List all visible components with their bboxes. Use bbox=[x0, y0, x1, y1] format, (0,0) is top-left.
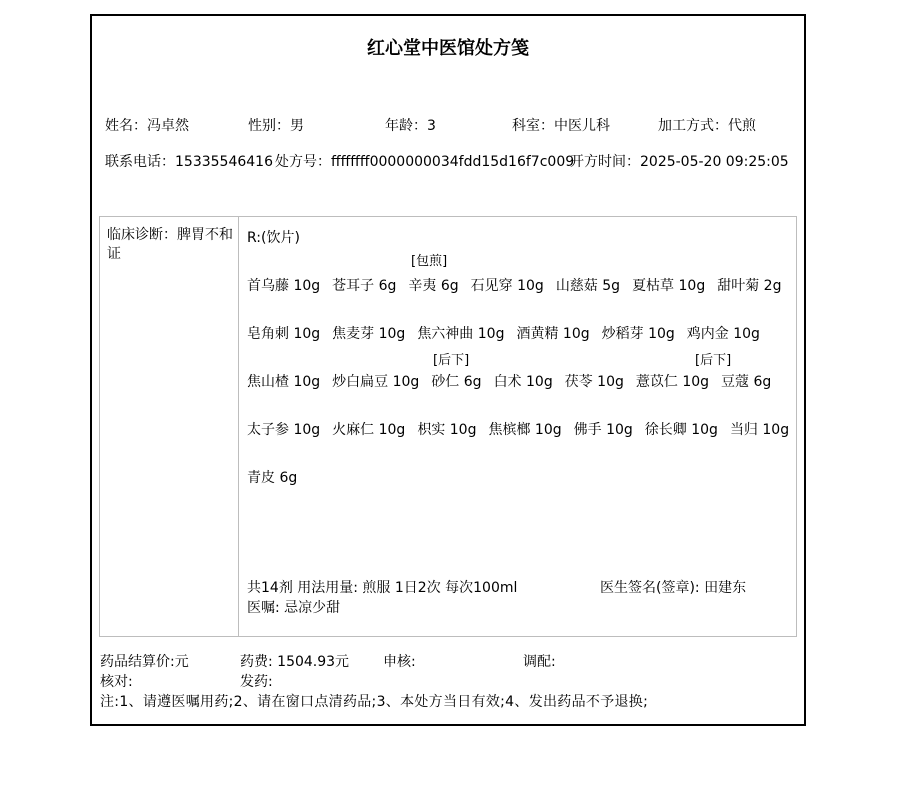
herb-line bbox=[247, 419, 801, 439]
herb-item bbox=[417, 326, 504, 342]
check-label: 核对: bbox=[100, 674, 133, 690]
patient-name-value: 冯卓然 bbox=[147, 118, 189, 134]
herb-name: 青皮 bbox=[247, 470, 275, 486]
patient-field-rx-number bbox=[275, 151, 574, 171]
herb-dose: 10g bbox=[562, 326, 590, 342]
patient-field-phone bbox=[105, 151, 273, 171]
herb-dose: 10g bbox=[378, 422, 406, 438]
herb-name: 炒稻芽 bbox=[601, 326, 644, 342]
patient-field-name bbox=[105, 115, 189, 135]
herb-item bbox=[332, 422, 405, 438]
review-label: 申核: bbox=[383, 654, 416, 670]
herb-name: 辛夷 bbox=[408, 278, 437, 294]
herb-name: 炒白扁豆 bbox=[332, 374, 389, 390]
patient-age-label: 年龄： bbox=[385, 118, 427, 134]
patient-field-gender bbox=[248, 115, 304, 135]
patient-field-department bbox=[512, 115, 610, 135]
herb-item bbox=[247, 422, 320, 438]
herb-item bbox=[471, 278, 544, 294]
herb-name: 当归 bbox=[729, 422, 758, 438]
herb-name: 火麻仁 bbox=[332, 422, 375, 438]
herb-item bbox=[431, 374, 481, 390]
herb-dose: 10g bbox=[733, 326, 760, 342]
issue-time-value: 2025-05-20 09:25:05 bbox=[640, 154, 789, 170]
herb-dose: 10g bbox=[293, 326, 321, 342]
herb-item bbox=[408, 278, 458, 294]
herb-name: 酒黄精 bbox=[516, 326, 559, 342]
patient-processing-label: 加工方式： bbox=[658, 118, 728, 134]
page-title: 红心堂中医馆处方笺 bbox=[367, 38, 529, 59]
herb-name: 夏枯草 bbox=[632, 278, 675, 294]
herb-name: 甜叶菊 bbox=[717, 278, 760, 294]
herb-name: 皂角刺 bbox=[247, 326, 289, 342]
annotation-houxia-2: [后下] bbox=[695, 353, 732, 368]
patient-gender-label: 性别： bbox=[248, 118, 290, 134]
herb-item bbox=[247, 278, 320, 294]
herb-item bbox=[417, 422, 476, 438]
herb-item bbox=[645, 422, 718, 438]
herb-dose: 10g bbox=[691, 422, 718, 438]
herb-line bbox=[247, 323, 772, 343]
herb-name: 徐长卿 bbox=[644, 422, 687, 438]
herb-item bbox=[247, 374, 320, 390]
herb-name: 薏苡仁 bbox=[635, 374, 678, 390]
herb-dose: 10g bbox=[762, 422, 790, 438]
patient-field-processing bbox=[658, 115, 756, 135]
medical-advice: 医嘱: 忌凉少甜 bbox=[247, 600, 341, 616]
herb-dose: 6g bbox=[279, 470, 298, 486]
herb-dose: 10g bbox=[606, 422, 633, 438]
herb-dose: 10g bbox=[526, 374, 553, 390]
herb-dose: 6g bbox=[378, 278, 397, 294]
herb-item bbox=[721, 374, 771, 390]
doctor-signature: 医生签名(签章): 田建东 bbox=[600, 580, 747, 596]
herb-item bbox=[730, 422, 789, 438]
herb-dose: 10g bbox=[682, 374, 710, 390]
herb-dose: 2g bbox=[763, 278, 782, 294]
patient-gender-value: 男 bbox=[290, 118, 304, 134]
herb-dose: 5g bbox=[602, 278, 621, 294]
herb-dose: 10g bbox=[597, 374, 624, 390]
rx-number-label: 处方号： bbox=[275, 154, 331, 170]
herb-item bbox=[636, 374, 709, 390]
patient-name-label: 姓名： bbox=[105, 118, 147, 134]
patient-processing-value: 代煎 bbox=[728, 118, 756, 134]
herb-dose: 6g bbox=[753, 374, 772, 390]
herb-item bbox=[247, 326, 320, 342]
herb-name: 焦山楂 bbox=[247, 374, 289, 390]
herb-name: 焦麦芽 bbox=[332, 326, 375, 342]
herb-dose: 10g bbox=[678, 278, 706, 294]
fee-text: 药费: 1504.93元 bbox=[240, 654, 350, 670]
issue-label: 发药: bbox=[240, 674, 273, 690]
patient-department-value: 中医儿科 bbox=[554, 118, 610, 134]
annotation-baojian: [包煎] bbox=[411, 254, 448, 269]
patient-age-value: 3 bbox=[427, 118, 436, 134]
herb-dose: 10g bbox=[648, 326, 675, 342]
herb-item bbox=[632, 278, 705, 294]
patient-phone-label: 联系电话： bbox=[105, 154, 175, 170]
dispense-label: 调配: bbox=[523, 654, 556, 670]
herb-name: 鸡内金 bbox=[686, 326, 729, 342]
patient-field-age bbox=[385, 115, 436, 135]
herb-item bbox=[717, 278, 781, 294]
diagnosis-text: 临床诊断：脾胃不和证 bbox=[107, 227, 233, 262]
herb-name: 山慈菇 bbox=[555, 278, 598, 294]
herb-name: 茯苓 bbox=[564, 374, 593, 390]
patient-field-issue-time bbox=[570, 151, 789, 171]
herb-name: 石见穿 bbox=[470, 278, 513, 294]
herb-dose: 10g bbox=[293, 422, 321, 438]
herb-dose: 10g bbox=[392, 374, 420, 390]
rx-header: R:(饮片) bbox=[247, 230, 300, 246]
herb-name: 豆蔻 bbox=[721, 374, 750, 390]
herb-item bbox=[565, 374, 624, 390]
herb-dose: 10g bbox=[477, 326, 505, 342]
herb-name: 砂仁 bbox=[431, 374, 460, 390]
herb-name: 焦槟榔 bbox=[488, 422, 531, 438]
annotation-houxia-1: [后下] bbox=[433, 353, 470, 368]
herb-name: 首乌藤 bbox=[247, 278, 289, 294]
herb-dose: 10g bbox=[449, 422, 477, 438]
herb-item bbox=[516, 326, 589, 342]
herb-dose: 10g bbox=[293, 278, 321, 294]
issue-time-label: 开方时间： bbox=[570, 154, 640, 170]
herb-name: 苍耳子 bbox=[332, 278, 375, 294]
herb-item bbox=[488, 422, 561, 438]
usage-text: 共14剂 用法用量: 煎服 1日2次 每次100ml bbox=[247, 580, 518, 596]
patient-phone-value: 15335546416 bbox=[175, 154, 273, 170]
herb-dose: 6g bbox=[440, 278, 459, 294]
herb-item bbox=[332, 326, 405, 342]
herb-dose: 6g bbox=[463, 374, 482, 390]
diagnosis-divider bbox=[238, 217, 239, 636]
settle-price-label: 药品结算价:元 bbox=[100, 654, 189, 670]
herb-dose: 10g bbox=[534, 422, 562, 438]
rx-number-value: ffffffff0000000034fdd15d16f7c009 bbox=[331, 154, 575, 170]
patient-department-label: 科室： bbox=[512, 118, 554, 134]
herb-name: 枳实 bbox=[417, 422, 446, 438]
herb-item bbox=[602, 326, 675, 342]
herb-item bbox=[247, 470, 297, 486]
herb-dose: 10g bbox=[378, 326, 406, 342]
herb-item bbox=[556, 278, 620, 294]
herb-name: 焦六神曲 bbox=[417, 326, 474, 342]
herb-item bbox=[332, 278, 396, 294]
herb-line bbox=[247, 467, 309, 487]
herb-line bbox=[247, 275, 793, 295]
herb-item bbox=[687, 326, 760, 342]
herb-name: 佛手 bbox=[573, 422, 602, 438]
herb-name: 太子参 bbox=[247, 422, 289, 438]
herb-item bbox=[574, 422, 633, 438]
herb-dose: 10g bbox=[517, 278, 544, 294]
herb-line bbox=[247, 371, 783, 391]
note-text: 注:1、请遵医嘱用药;2、请在窗口点清药品;3、本处方当日有效;4、发出药品不予退换; bbox=[100, 694, 649, 710]
herb-dose: 10g bbox=[293, 374, 321, 390]
herb-name: 白术 bbox=[493, 374, 522, 390]
herb-item bbox=[332, 374, 419, 390]
herb-item bbox=[494, 374, 553, 390]
